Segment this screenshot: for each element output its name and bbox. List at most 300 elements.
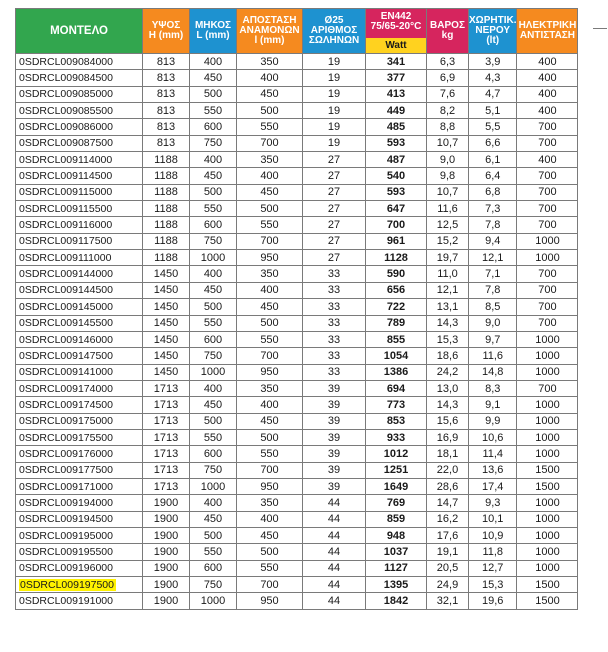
cell-capacity: 10,6 — [469, 429, 517, 445]
table-row — [16, 119, 578, 135]
cell-spacing: 950 — [237, 593, 303, 609]
header-tubes-line2: ΑΡΙΘΜΟΣ — [310, 25, 358, 36]
cell-heater: 700 — [517, 217, 578, 233]
cell-heater: 1000 — [517, 544, 578, 560]
cell-height: 1900 — [143, 593, 190, 609]
cell-heater: 700 — [517, 315, 578, 331]
cell-length: 750 — [190, 135, 237, 151]
table-row — [16, 233, 578, 249]
table-row — [16, 217, 578, 233]
cell-height: 1450 — [143, 364, 190, 380]
cell-weight: 7,6 — [427, 86, 469, 102]
cell-heater: 700 — [517, 266, 578, 282]
cell-model — [16, 168, 143, 184]
cell-power: 1395 — [366, 577, 427, 593]
cell-heater: 700 — [517, 299, 578, 315]
table-row — [16, 380, 578, 396]
table-row — [16, 250, 578, 266]
model-code: 0SDRCL009114000 — [19, 153, 113, 166]
cell-weight: 11,0 — [427, 266, 469, 282]
cell-tubes: 19 — [303, 54, 366, 70]
table-row — [16, 364, 578, 380]
cell-spacing: 700 — [237, 233, 303, 249]
cell-weight: 6,9 — [427, 70, 469, 86]
cell-weight: 15,6 — [427, 413, 469, 429]
cell-power: 722 — [366, 299, 427, 315]
cell-model — [16, 380, 143, 396]
cell-capacity: 7,8 — [469, 282, 517, 298]
cell-power: 593 — [366, 184, 427, 200]
cell-heater: 1500 — [517, 577, 578, 593]
table-row — [16, 495, 578, 511]
cell-power: 590 — [366, 266, 427, 282]
table-row — [16, 478, 578, 494]
model-code: 0SDRCL009196000 — [19, 562, 113, 575]
cell-capacity: 6,8 — [469, 184, 517, 200]
model-code: 0SDRCL009111000 — [19, 251, 112, 264]
table-row — [16, 577, 578, 593]
cell-spacing: 450 — [237, 413, 303, 429]
table-row — [16, 266, 578, 282]
cell-power: 413 — [366, 86, 427, 102]
cell-capacity: 12,7 — [469, 560, 517, 576]
cell-model — [16, 527, 143, 543]
cell-weight: 11,6 — [427, 201, 469, 217]
cell-tubes: 27 — [303, 184, 366, 200]
cell-spacing: 450 — [237, 86, 303, 102]
header-height-line2: H (mm) — [148, 30, 184, 41]
cell-power: 1012 — [366, 446, 427, 462]
cell-length: 550 — [190, 429, 237, 445]
header-power-line1: EN442 — [380, 11, 412, 22]
cell-power: 1054 — [366, 348, 427, 364]
cell-spacing: 400 — [237, 70, 303, 86]
cell-weight: 16,2 — [427, 511, 469, 527]
cell-length: 500 — [190, 86, 237, 102]
cell-capacity: 6,6 — [469, 135, 517, 151]
cell-spacing: 450 — [237, 184, 303, 200]
cell-weight: 18,1 — [427, 446, 469, 462]
cell-spacing: 500 — [237, 315, 303, 331]
cell-tubes: 27 — [303, 233, 366, 249]
cell-capacity: 13,6 — [469, 462, 517, 478]
cell-spacing: 350 — [237, 54, 303, 70]
product-table-container — [15, 8, 578, 610]
cell-tubes: 33 — [303, 282, 366, 298]
cell-capacity: 12,1 — [469, 250, 517, 266]
cell-height: 1713 — [143, 413, 190, 429]
model-code: 0SDRCL009084000 — [19, 55, 113, 68]
cell-tubes: 39 — [303, 462, 366, 478]
cell-height: 1713 — [143, 446, 190, 462]
header-power — [366, 9, 427, 54]
cell-power: 948 — [366, 527, 427, 543]
cell-tubes: 44 — [303, 560, 366, 576]
cell-length: 550 — [190, 201, 237, 217]
cell-weight: 9,0 — [427, 152, 469, 168]
cell-tubes: 27 — [303, 217, 366, 233]
model-code: 0SDRCL009145500 — [19, 317, 113, 330]
cell-model — [16, 152, 143, 168]
cell-capacity: 11,6 — [469, 348, 517, 364]
cell-heater: 1000 — [517, 397, 578, 413]
model-code: 0SDRCL009175000 — [19, 415, 113, 428]
cell-capacity: 6,4 — [469, 168, 517, 184]
cell-power: 1842 — [366, 593, 427, 609]
cell-height: 813 — [143, 135, 190, 151]
model-code: 0SDRCL009085000 — [19, 88, 113, 101]
model-code: 0SDRCL009147500 — [19, 349, 113, 362]
cell-weight: 16,9 — [427, 429, 469, 445]
cell-heater: 1000 — [517, 560, 578, 576]
cell-spacing: 950 — [237, 364, 303, 380]
cell-height: 1188 — [143, 217, 190, 233]
header-capacity-line2: ΝΕΡΟΥ — [475, 25, 511, 36]
cell-length: 750 — [190, 462, 237, 478]
cell-height: 1188 — [143, 168, 190, 184]
model-code: 0SDRCL009144000 — [19, 268, 113, 281]
cell-model — [16, 250, 143, 266]
cell-spacing: 700 — [237, 348, 303, 364]
cell-height: 1900 — [143, 511, 190, 527]
cell-model — [16, 544, 143, 560]
cell-weight: 15,2 — [427, 233, 469, 249]
cell-tubes: 44 — [303, 593, 366, 609]
cell-heater: 700 — [517, 135, 578, 151]
cell-spacing: 400 — [237, 168, 303, 184]
model-code: 0SDRCL009146000 — [19, 333, 113, 346]
header-spacing — [237, 9, 303, 54]
cell-capacity: 9,9 — [469, 413, 517, 429]
cell-power: 1127 — [366, 560, 427, 576]
cell-spacing: 400 — [237, 282, 303, 298]
cell-spacing: 700 — [237, 577, 303, 593]
cell-height: 1450 — [143, 315, 190, 331]
cell-weight: 22,0 — [427, 462, 469, 478]
cell-capacity: 5,5 — [469, 119, 517, 135]
cell-weight: 18,6 — [427, 348, 469, 364]
cell-length: 1000 — [190, 593, 237, 609]
table-row — [16, 544, 578, 560]
table-row — [16, 593, 578, 609]
cell-power: 341 — [366, 54, 427, 70]
model-code: 0SDRCL009115000 — [19, 186, 113, 199]
cell-spacing: 950 — [237, 250, 303, 266]
model-code: 0SDRCL009174000 — [19, 382, 113, 395]
cell-length: 550 — [190, 544, 237, 560]
cell-heater: 400 — [517, 70, 578, 86]
cell-heater: 1000 — [517, 495, 578, 511]
cell-power: 1037 — [366, 544, 427, 560]
cell-weight: 8,2 — [427, 103, 469, 119]
cell-capacity: 9,3 — [469, 495, 517, 511]
cell-height: 1188 — [143, 184, 190, 200]
cell-height: 1450 — [143, 348, 190, 364]
cell-tubes: 27 — [303, 168, 366, 184]
cell-weight: 12,1 — [427, 282, 469, 298]
table-row — [16, 527, 578, 543]
header-tubes-line1: Ø25 — [324, 15, 344, 26]
table-row — [16, 201, 578, 217]
cell-power: 769 — [366, 495, 427, 511]
cell-length: 500 — [190, 184, 237, 200]
cell-model — [16, 135, 143, 151]
cell-tubes: 19 — [303, 103, 366, 119]
cell-heater: 700 — [517, 380, 578, 396]
table-row — [16, 103, 578, 119]
cell-heater: 1000 — [517, 233, 578, 249]
cell-model — [16, 54, 143, 70]
table-row — [16, 462, 578, 478]
cell-tubes: 33 — [303, 364, 366, 380]
cell-length: 1000 — [190, 364, 237, 380]
cell-tubes: 33 — [303, 266, 366, 282]
model-code: 0SDRCL009145000 — [19, 300, 113, 313]
cell-spacing: 550 — [237, 217, 303, 233]
cell-height: 1713 — [143, 380, 190, 396]
table-row — [16, 446, 578, 462]
cell-capacity: 7,8 — [469, 217, 517, 233]
cell-spacing: 950 — [237, 478, 303, 494]
cell-model — [16, 331, 143, 347]
header-length-line1: ΜΗΚΟΣ — [194, 20, 232, 31]
cell-model — [16, 266, 143, 282]
cell-length: 750 — [190, 233, 237, 249]
cell-height: 1713 — [143, 429, 190, 445]
table-body — [16, 54, 578, 610]
header-capacity-line1: ΧΩΡΗΤΙΚ. — [469, 15, 517, 26]
cell-weight: 9,8 — [427, 168, 469, 184]
cell-length: 450 — [190, 168, 237, 184]
cell-weight: 24,9 — [427, 577, 469, 593]
cell-heater: 1000 — [517, 331, 578, 347]
cell-spacing: 350 — [237, 495, 303, 511]
cell-tubes: 33 — [303, 348, 366, 364]
cell-power: 1251 — [366, 462, 427, 478]
cell-heater: 1000 — [517, 348, 578, 364]
cell-height: 1188 — [143, 152, 190, 168]
table-row — [16, 315, 578, 331]
header-tubes — [303, 9, 366, 54]
cell-weight: 14,3 — [427, 397, 469, 413]
cell-spacing: 550 — [237, 446, 303, 462]
cell-height: 1188 — [143, 233, 190, 249]
cell-spacing: 400 — [237, 511, 303, 527]
cell-weight: 10,7 — [427, 135, 469, 151]
cell-heater: 700 — [517, 168, 578, 184]
cell-power: 961 — [366, 233, 427, 249]
model-code: 0SDRCL009191000 — [19, 595, 113, 608]
cell-capacity: 15,3 — [469, 577, 517, 593]
cell-heater: 400 — [517, 152, 578, 168]
cell-capacity: 8,3 — [469, 380, 517, 396]
model-code: 0SDRCL009085500 — [19, 104, 113, 117]
cell-heater: 1000 — [517, 364, 578, 380]
cell-height: 1900 — [143, 544, 190, 560]
cell-model — [16, 397, 143, 413]
cell-spacing: 550 — [237, 119, 303, 135]
cell-power: 789 — [366, 315, 427, 331]
cell-height: 1188 — [143, 250, 190, 266]
cell-length: 400 — [190, 380, 237, 396]
cell-weight: 13,0 — [427, 380, 469, 396]
cell-heater: 1000 — [517, 250, 578, 266]
cell-model — [16, 560, 143, 576]
cell-tubes: 44 — [303, 544, 366, 560]
model-code: 0SDRCL009086000 — [19, 121, 113, 134]
cell-model — [16, 446, 143, 462]
cell-height: 1900 — [143, 577, 190, 593]
table-row — [16, 348, 578, 364]
cell-power: 485 — [366, 119, 427, 135]
cell-capacity: 10,1 — [469, 511, 517, 527]
cell-height: 1900 — [143, 527, 190, 543]
table-row — [16, 299, 578, 315]
cell-capacity: 9,7 — [469, 331, 517, 347]
cell-tubes: 27 — [303, 250, 366, 266]
model-code: 0SDRCL009194000 — [19, 496, 113, 509]
cell-spacing: 350 — [237, 152, 303, 168]
model-code: 0SDRCL009114500 — [19, 170, 113, 183]
cell-power: 487 — [366, 152, 427, 168]
model-code: 0SDRCL009171000 — [19, 480, 113, 493]
cell-capacity: 6,1 — [469, 152, 517, 168]
cell-length: 750 — [190, 577, 237, 593]
cell-weight: 19,7 — [427, 250, 469, 266]
table-row — [16, 135, 578, 151]
cell-length: 500 — [190, 299, 237, 315]
cell-heater: 1500 — [517, 593, 578, 609]
cell-model — [16, 70, 143, 86]
table-row — [16, 282, 578, 298]
cell-power: 855 — [366, 331, 427, 347]
cell-capacity: 9,0 — [469, 315, 517, 331]
cell-power: 1649 — [366, 478, 427, 494]
header-length — [190, 9, 237, 54]
cell-model — [16, 299, 143, 315]
cell-capacity: 3,9 — [469, 54, 517, 70]
cell-weight: 14,3 — [427, 315, 469, 331]
edge-divider — [593, 28, 607, 29]
cell-model — [16, 478, 143, 494]
cell-model — [16, 577, 143, 593]
cell-tubes: 39 — [303, 380, 366, 396]
cell-height: 1713 — [143, 462, 190, 478]
table-row — [16, 560, 578, 576]
cell-capacity: 9,4 — [469, 233, 517, 249]
table-row — [16, 331, 578, 347]
cell-heater: 400 — [517, 54, 578, 70]
cell-power: 593 — [366, 135, 427, 151]
cell-tubes: 44 — [303, 495, 366, 511]
header-spacing-line3: l (mm) — [254, 35, 285, 46]
cell-weight: 19,1 — [427, 544, 469, 560]
model-code: 0SDRCL009141000 — [19, 366, 113, 379]
table-row — [16, 429, 578, 445]
cell-model — [16, 348, 143, 364]
table-row — [16, 168, 578, 184]
cell-weight: 8,8 — [427, 119, 469, 135]
cell-height: 1450 — [143, 299, 190, 315]
cell-length: 500 — [190, 413, 237, 429]
cell-capacity: 8,5 — [469, 299, 517, 315]
cell-model — [16, 495, 143, 511]
cell-length: 450 — [190, 70, 237, 86]
cell-model — [16, 462, 143, 478]
cell-capacity: 17,4 — [469, 478, 517, 494]
cell-length: 600 — [190, 119, 237, 135]
cell-power: 700 — [366, 217, 427, 233]
cell-length: 550 — [190, 103, 237, 119]
cell-power: 933 — [366, 429, 427, 445]
cell-heater: 1500 — [517, 478, 578, 494]
header-spacing-line1: ΑΠΟΣΤΑΣΗ — [242, 15, 297, 26]
cell-capacity: 7,1 — [469, 266, 517, 282]
cell-heater: 700 — [517, 201, 578, 217]
header-heater-line2: ΑΝΤΙΣΤΑΣΗ — [519, 30, 576, 41]
cell-heater: 700 — [517, 119, 578, 135]
header-power-line2: 75/65-20°C — [370, 21, 422, 32]
cell-heater: 400 — [517, 86, 578, 102]
cell-capacity: 4,3 — [469, 70, 517, 86]
cell-height: 813 — [143, 86, 190, 102]
cell-spacing: 500 — [237, 544, 303, 560]
header-model-label: ΜΟΝΤΕΛΟ — [50, 25, 108, 37]
cell-heater: 700 — [517, 184, 578, 200]
cell-heater: 1000 — [517, 511, 578, 527]
table-row — [16, 152, 578, 168]
cell-length: 750 — [190, 348, 237, 364]
cell-weight: 15,3 — [427, 331, 469, 347]
header-weight-line2: kg — [441, 30, 454, 41]
cell-spacing: 450 — [237, 299, 303, 315]
model-code: 0SDRCL009115500 — [19, 202, 113, 215]
header-length-line2: L (mm) — [196, 30, 230, 41]
cell-capacity: 10,9 — [469, 527, 517, 543]
header-power-unit: Watt — [366, 38, 426, 53]
cell-heater: 1000 — [517, 429, 578, 445]
cell-tubes: 27 — [303, 152, 366, 168]
cell-spacing: 550 — [237, 331, 303, 347]
cell-tubes: 44 — [303, 511, 366, 527]
cell-tubes: 44 — [303, 527, 366, 543]
cell-height: 813 — [143, 103, 190, 119]
cell-heater: 1000 — [517, 413, 578, 429]
cell-tubes: 27 — [303, 201, 366, 217]
cell-tubes: 19 — [303, 119, 366, 135]
header-height-line1: ΥΨΟΣ — [151, 20, 181, 31]
cell-height: 1188 — [143, 201, 190, 217]
cell-weight: 6,3 — [427, 54, 469, 70]
cell-length: 1000 — [190, 478, 237, 494]
cell-height: 1450 — [143, 266, 190, 282]
cell-heater: 1000 — [517, 527, 578, 543]
header-height — [143, 9, 190, 54]
cell-spacing: 550 — [237, 560, 303, 576]
cell-spacing: 400 — [237, 397, 303, 413]
model-code: 0SDRCL009144500 — [19, 284, 113, 297]
header-capacity — [469, 9, 517, 54]
table-row — [16, 397, 578, 413]
cell-height: 1450 — [143, 282, 190, 298]
cell-length: 600 — [190, 217, 237, 233]
header-tubes-line3: ΣΩΛΗΝΩΝ — [308, 35, 360, 46]
cell-length: 1000 — [190, 250, 237, 266]
cell-model — [16, 233, 143, 249]
cell-tubes: 33 — [303, 331, 366, 347]
cell-weight: 28,6 — [427, 478, 469, 494]
cell-spacing: 450 — [237, 527, 303, 543]
